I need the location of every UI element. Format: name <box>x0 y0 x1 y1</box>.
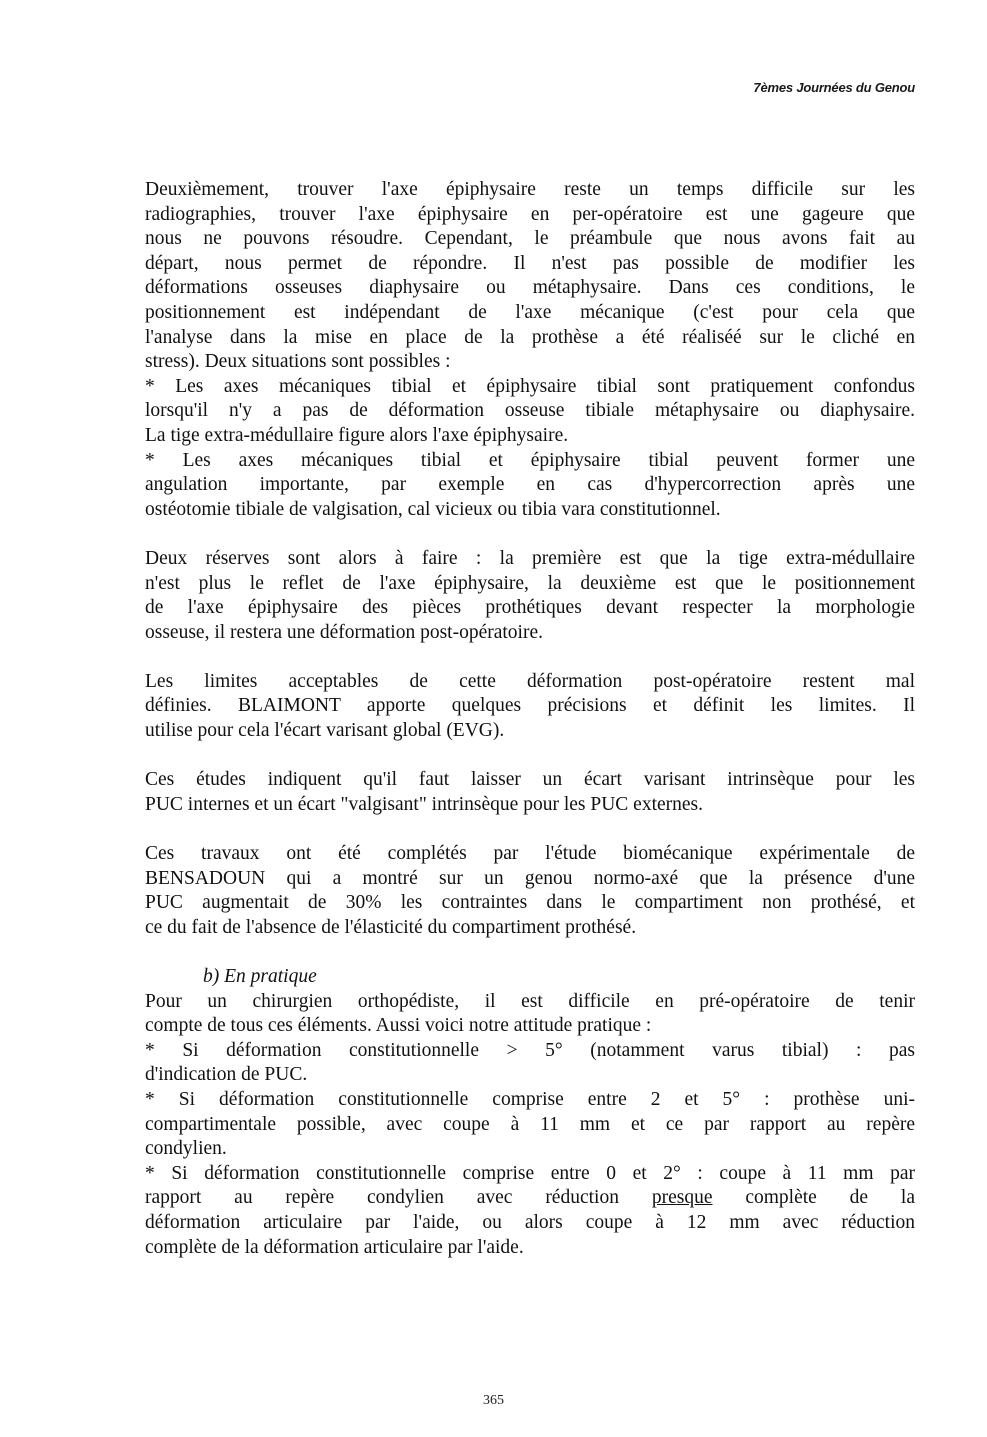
page-body <box>145 178 915 1260</box>
text-line: de l'axe épiphysaire des pièces prothétiques devant respecter la morphologie <box>145 597 915 619</box>
text-line: PUC internes et un écart "valgisant" intrinsèque pour les PUC externes. <box>145 793 704 815</box>
underlined-word: presque <box>651 1187 713 1209</box>
text-line: BENSADOUN qui a montré sur un genou normo-axé que la présence d'une <box>145 867 915 889</box>
text-line: stress). Deux situations sont possibles : <box>145 351 451 373</box>
page-number: 365 <box>483 1393 504 1408</box>
paragraph-axe-epiphysaire <box>145 178 915 375</box>
paragraph-attitude-pratique <box>145 990 915 1039</box>
bullet-angulation-importante <box>145 449 915 523</box>
text-segment: complète de la <box>712 1187 916 1209</box>
text-line: Les limites acceptables de cette déformation post-opératoire restent mal <box>145 670 915 692</box>
text-line: * Si déformation constitutionnelle > 5° (notamment varus tibial) : pas <box>145 1039 915 1061</box>
text-line: ce du fait de l'absence de l'élasticité du compartiment prothésé. <box>145 916 637 938</box>
text-line: angulation importante, par exemple en cas d'hypercorrection après une <box>145 474 915 496</box>
paragraph-ces-travaux <box>145 842 915 940</box>
text-line: d'indication de PUC. <box>145 1064 308 1086</box>
text-line: départ, nous permet de répondre. Il n'est pas possible de modifier les <box>145 252 915 274</box>
bullet-deformation-sup-5 <box>145 1039 915 1088</box>
text-line: PUC augmentait de 30% les contraintes dans le compartiment non prothésé, et <box>145 892 915 914</box>
running-header: 7èmes Journées du Genou <box>753 80 915 95</box>
text-line: déformation articulaire par l'aide, ou alors coupe à 12 mm avec réduction <box>145 1211 915 1233</box>
text-line: compte de tous ces éléments. Aussi voici notre attitude pratique : <box>145 1015 652 1037</box>
text-line <box>145 1186 915 1211</box>
text-line: définies. BLAIMONT apporte quelques précisions et définit les limites. Il <box>145 695 915 717</box>
text-line: * Les axes mécaniques tibial et épiphysaire tibial peuvent former une <box>145 449 915 471</box>
text-line: ostéotomie tibiale de valgisation, cal vicieux ou tibia vara constitutionnel. <box>145 498 721 520</box>
text-line: lorsqu'il n'y a pas de déformation osseuse tibiale métaphysaire ou diaphysaire. <box>145 400 915 422</box>
paragraph-limites-acceptables <box>145 670 915 744</box>
text-line: déformations osseuses diaphysaire ou métaphysaire. Dans ces conditions, le <box>145 277 915 299</box>
text-line: Ces travaux ont été complétés par l'étude biomécanique expérimentale de <box>145 843 915 865</box>
paragraph-deux-reserves <box>145 547 915 645</box>
text-line: * Si déformation constitutionnelle comprise entre 0 et 2° : coupe à 11 mm par <box>145 1162 915 1184</box>
text-line: * Si déformation constitutionnelle comprise entre 2 et 5° : prothèse uni- <box>145 1088 915 1110</box>
bullet-axes-confondus <box>145 375 915 449</box>
paragraph-gap <box>145 645 915 670</box>
text-line: Pour un chirurgien orthopédiste, il est difficile en pré-opératoire de tenir <box>145 990 915 1012</box>
text-line: * Les axes mécaniques tibial et épiphysaire tibial sont pratiquement confondus <box>145 375 915 397</box>
paragraph-gap <box>145 940 915 965</box>
text-line: Ces études indiquent qu'il faut laisser un écart varisant intrinsèque pour les <box>145 769 915 791</box>
text-line: positionnement est indépendant de l'axe mécanique (c'est pour cela que <box>145 301 915 323</box>
text-line: nous ne pouvons résoudre. Cependant, le préambule que nous avons fait au <box>145 228 915 250</box>
paragraph-ces-etudes <box>145 768 915 817</box>
text-line: osseuse, il restera une déformation post-opératoire. <box>145 621 543 643</box>
text-line: utilise pour cela l'écart varisant global (EVG). <box>145 720 505 742</box>
text-line: l'analyse dans la mise en place de la prothèse a été réaliséé sur le cliché en <box>145 326 915 348</box>
paragraph-gap <box>145 522 915 547</box>
bullet-deformation-0-2 <box>145 1162 915 1260</box>
text-line: compartimentale possible, avec coupe à 11 mm et ce par rapport au repère <box>145 1113 915 1135</box>
text-line: condylien. <box>145 1138 227 1160</box>
text-line: radiographies, trouver l'axe épiphysaire en per-opératoire est une gageure que <box>145 203 915 225</box>
paragraph-gap <box>145 817 915 842</box>
text-line: Deuxièmement, trouver l'axe épiphysaire reste un temps difficile sur les <box>145 179 915 200</box>
text-line: La tige extra-médullaire figure alors l'axe épiphysaire. <box>145 424 569 446</box>
bullet-deformation-2-5 <box>145 1088 915 1162</box>
text-segment: rapport au repère condylien avec réduction <box>145 1187 652 1209</box>
paragraph-gap <box>145 744 915 769</box>
subheading-en-pratique: b) En pratique <box>203 966 317 987</box>
text-line: Deux réserves sont alors à faire : la première est que la tige extra-médullaire <box>145 547 915 569</box>
text-line: n'est plus le reflet de l'axe épiphysaire, la deuxième est que le positionnement <box>145 572 915 594</box>
text-line: complète de la déformation articulaire par l'aide. <box>145 1236 524 1258</box>
